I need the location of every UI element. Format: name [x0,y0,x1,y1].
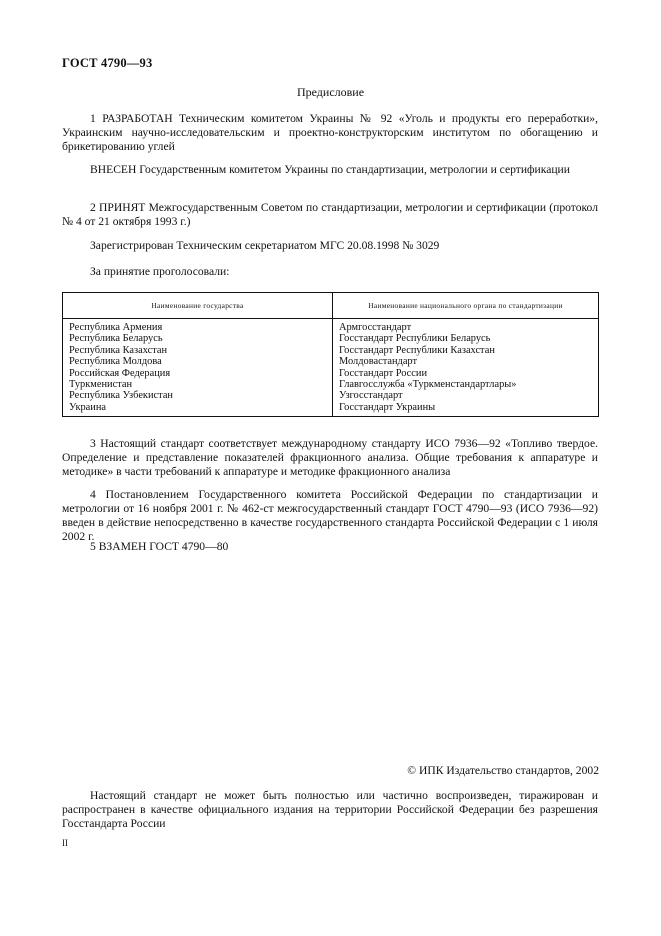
table-header-state: Наименование государства [63,293,333,319]
standards-body-name: Госстандарт России [339,367,428,379]
copyright-notice: © ИПК Издательство стандартов, 2002 [407,764,599,777]
section-title: Предисловие [296,85,365,99]
standards-body-name: Армгосстандарт [339,322,412,333]
paragraph-registered: Зарегистрирован Техническим секретариатом МГС 20.08.1998 № 3029 [90,239,440,252]
state-name: Республика Казахстан [69,344,168,356]
voting-states-table [62,292,599,417]
document-code: ГОСТ 4790—93 [62,56,153,70]
standards-body-name: Госстандарт Республики Беларусь [339,333,491,345]
state-name: Республика Молдова [69,356,162,368]
paragraph-developed: 1 РАЗРАБОТАН Техническим комитетом Украины № 92 «Уголь и продукты его переработки», Украинским научно-исследовательским и проектно-конструкторским институтом по обогащению и брикетированию углей [62,112,598,153]
paragraph-voted: За принятие проголосовали: [90,265,230,278]
page-number: II [62,838,68,848]
bodies-column [333,319,599,417]
state-name: Украина [69,401,107,413]
state-name: Российская Федерация [69,367,171,379]
standards-body-name: Узгосстандарт [339,390,403,402]
state-name: Туркменистан [69,379,133,391]
standards-body-name: Госстандарт Республики Казахстан [339,344,495,356]
paragraph-introduced: ВНЕСЕН Государственным комитетом Украины по стандартизации, метрологии и сертификации [90,163,570,176]
paragraph-conformity: 3 Настоящий стандарт соответствует международному стандарту ИСО 7936—92 «Топливо твердое. Определение и представление показателей фракционного анализа. Общие требования к аппаратуре и методике» в части требований к аппаратуре и методике фракционного анализа [62,437,598,478]
standards-body-name: Госстандарт Украины [339,401,436,413]
state-name: Республика Армения [69,322,163,333]
standards-body-name: Главгосслужба «Туркменстандартлары» [339,379,517,391]
table-header-body: Наименование национального органа по стандартизации [333,293,599,319]
table-header-row [63,293,599,319]
table-row [63,319,599,417]
paragraph-resolution: 4 Постановлением Государственного комитета Российской Федерации по стандартизации и метрологии от 16 ноября 2001 г. № 462-ст межгосударственный стандарт ГОСТ 4790—93 (ИСО 7936—92) введен в действие непосредственно в качестве государственного стандарта Российской Федерации с 1 июля 2002 г. [62,488,598,543]
reproduction-notice: Настоящий стандарт не может быть полностью или частично воспроизведен, тиражирован и распространен в качестве официального издания на территории Российской Федерации без разрешения Госстандарта России [62,789,598,830]
state-name: Республика Узбекистан [69,390,173,402]
paragraph-adopted: 2 ПРИНЯТ Межгосударственным Советом по стандартизации, метрологии и сертификации (протокол № 4 от 21 октября 1993 г.) [62,201,598,228]
states-column [63,319,333,417]
state-name: Республика Беларусь [69,333,163,345]
paragraph-replaces: 5 ВЗАМЕН ГОСТ 4790—80 [90,540,229,553]
standards-body-name: Молдовастандарт [339,356,418,368]
